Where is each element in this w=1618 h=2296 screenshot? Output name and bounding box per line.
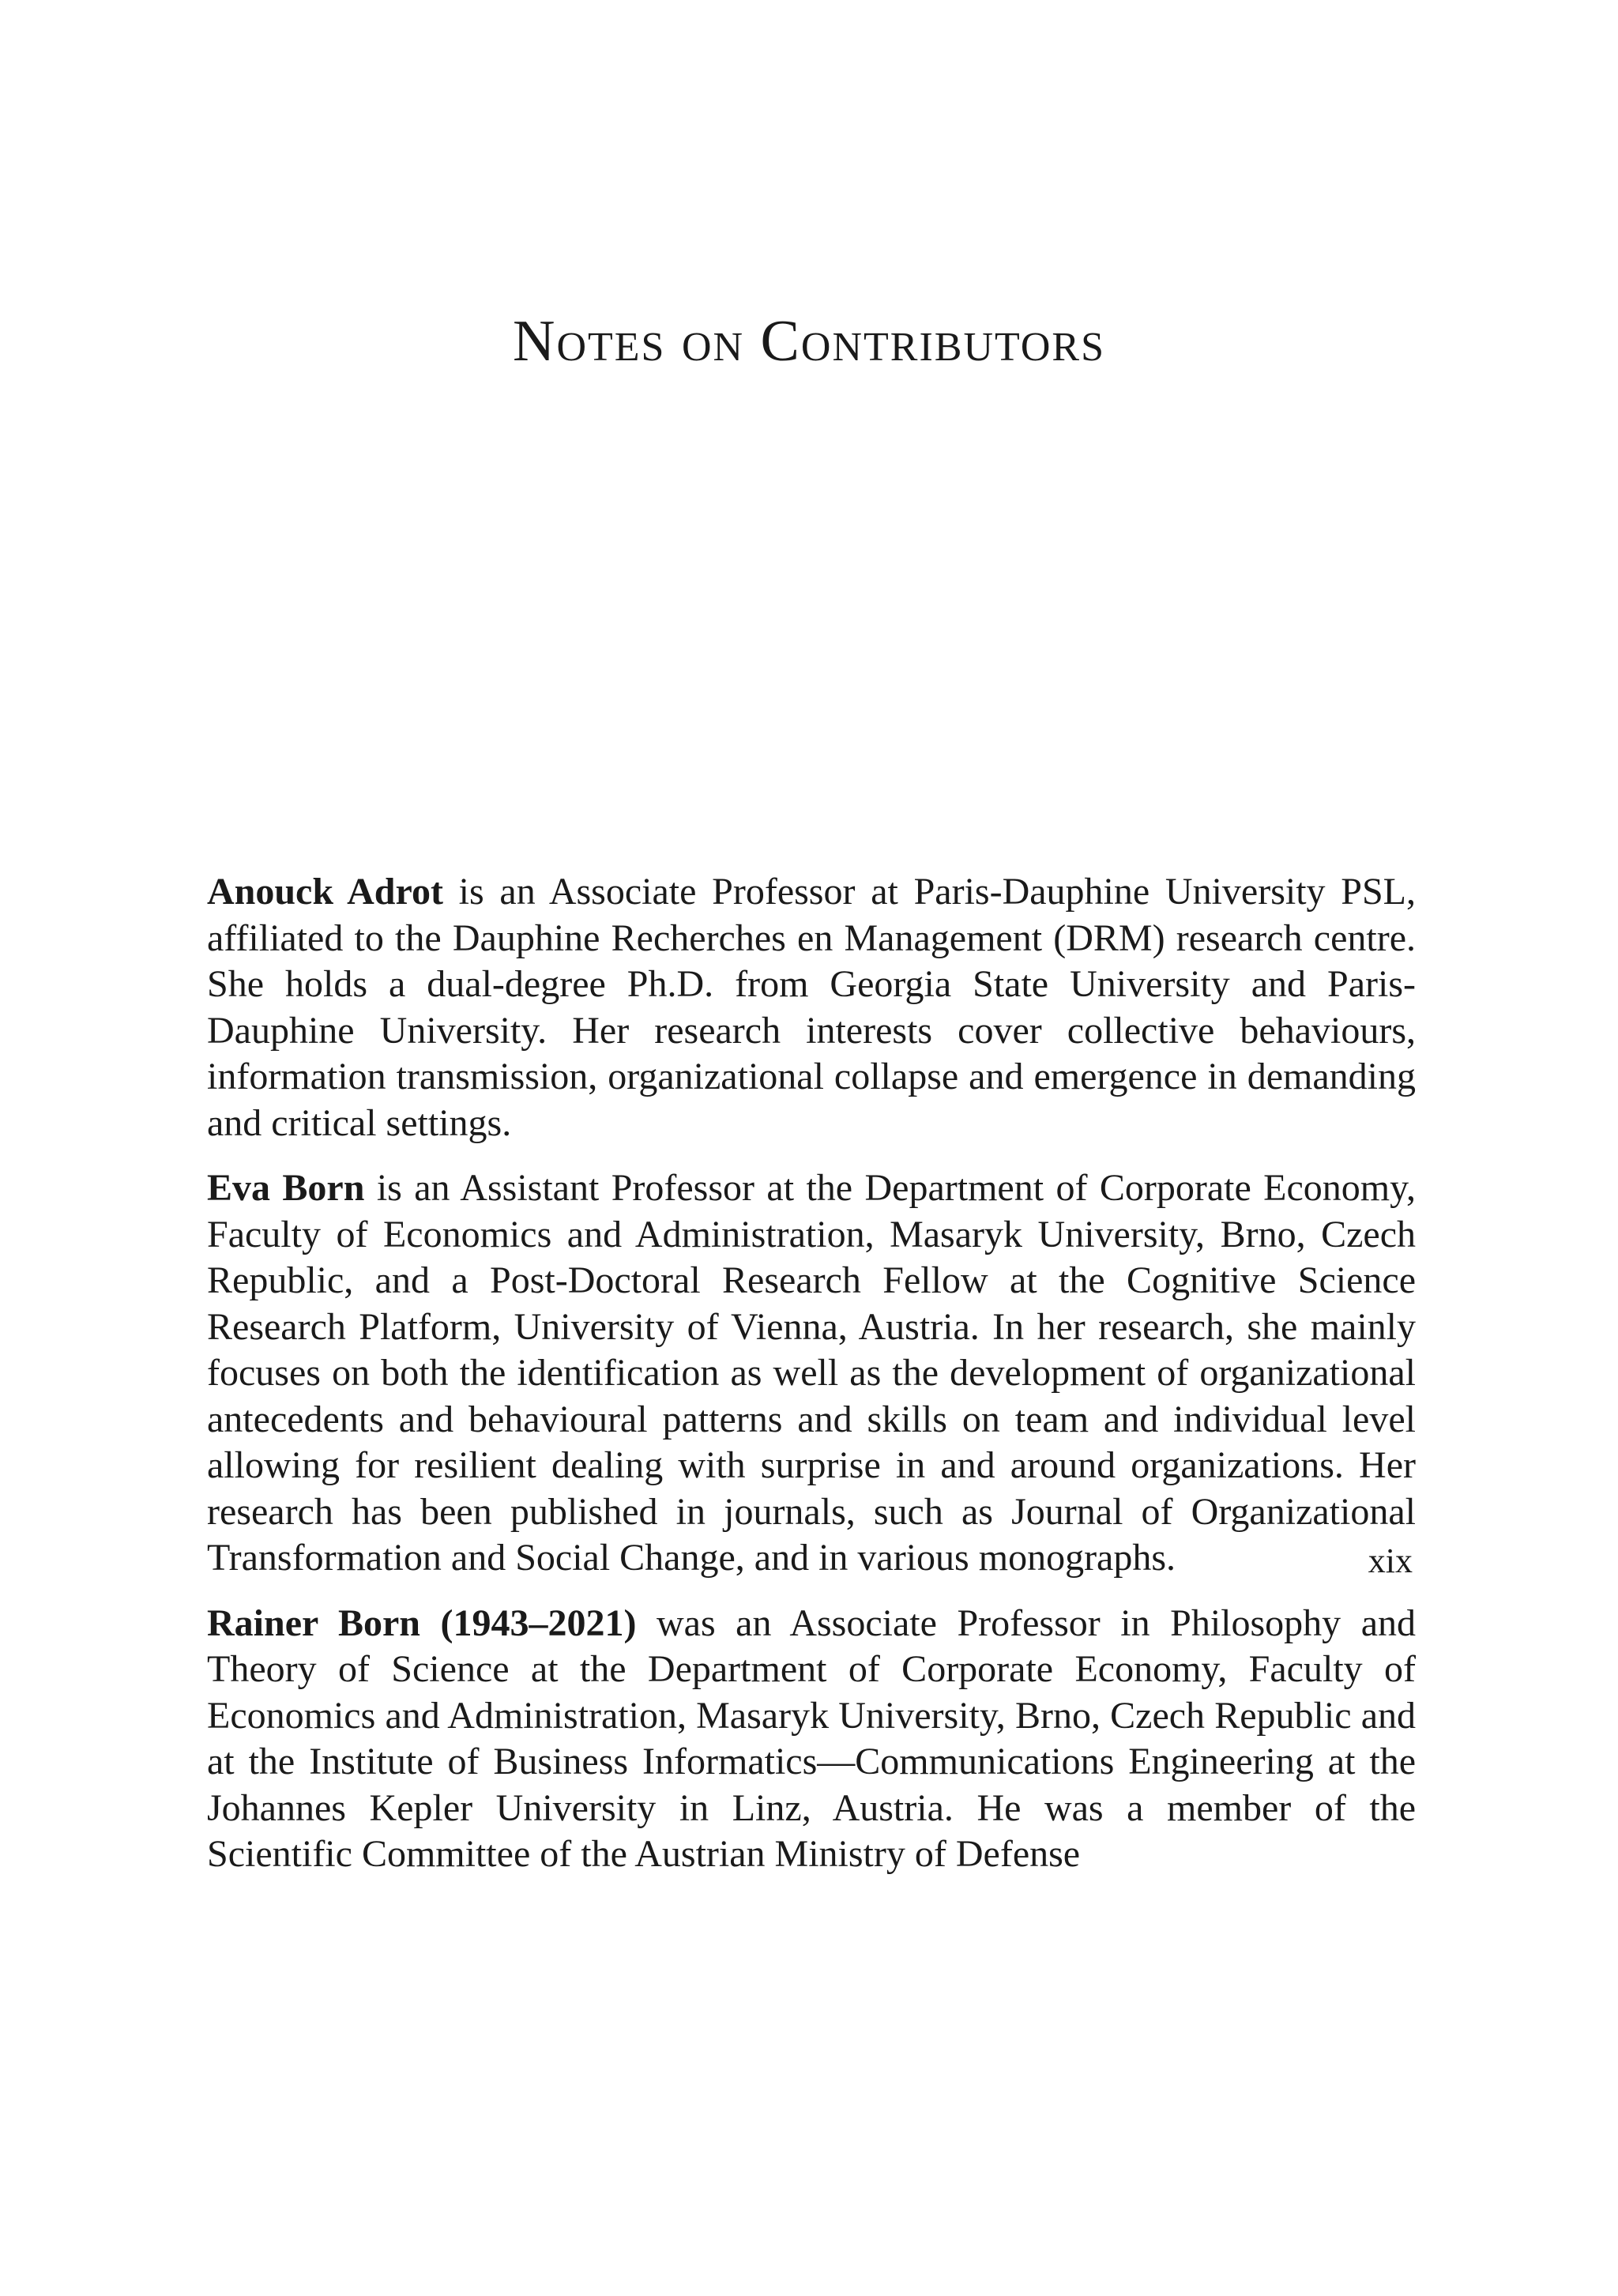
contributor-name: Rainer Born (1943–2021): [207, 1602, 637, 1644]
contributor-name: Anouck Adrot: [207, 871, 443, 913]
contributor-entry: [207, 869, 1416, 1146]
contributor-bio: is an Associate Professor at Paris-Dauphine University PSL, affiliated to the Dauphine Recherches en Management (DRM) research centre. She holds a dual-degree Ph.D. from Georgia State University and Paris-Dauphine University. Her research interests cover collective behaviours, information transmission, organizational collapse and emergence in demanding and critical settings.: [207, 871, 1417, 1144]
contributor-bio: is an Assistant Professor at the Department of Corporate Economy, Faculty of Economics and Administration, Masaryk University, Brno, Czech Republic, and a Post-Doctoral Research Fellow at the Cognitive Science Research Platform, University of Vienna, Austria. In her research, she mainly focuses on both the identification as well as the development of organizational antecedents and behavioural patterns and skills on team and individual level allowing for resilient dealing with surprise in and around organizations. Her research has been published in journals, such as Journal of Organizational Transformation and Social Change, and in various monographs.: [207, 1167, 1417, 1579]
contributor-name: Eva Born: [207, 1167, 365, 1209]
contributor-entry: [207, 1601, 1416, 1878]
contributor-list: [207, 869, 1416, 1897]
contributor-entry: [207, 1165, 1416, 1582]
page-number: xix: [1368, 1541, 1413, 1580]
page-title: Notes on Contributors: [513, 309, 1105, 374]
contributor-bio: was an Associate Professor in Philosophy and Theory of Science at the Department of Corporate Economy, Faculty of Economics and Administration, Masaryk University, Brno, Czech Republic and at the Institute of Business Informatics—Communications Engineering at the Johannes Kepler University in Linz, Austria. He was a member of the Scientific Committee of the Austrian Ministry of Defense: [207, 1602, 1417, 1875]
